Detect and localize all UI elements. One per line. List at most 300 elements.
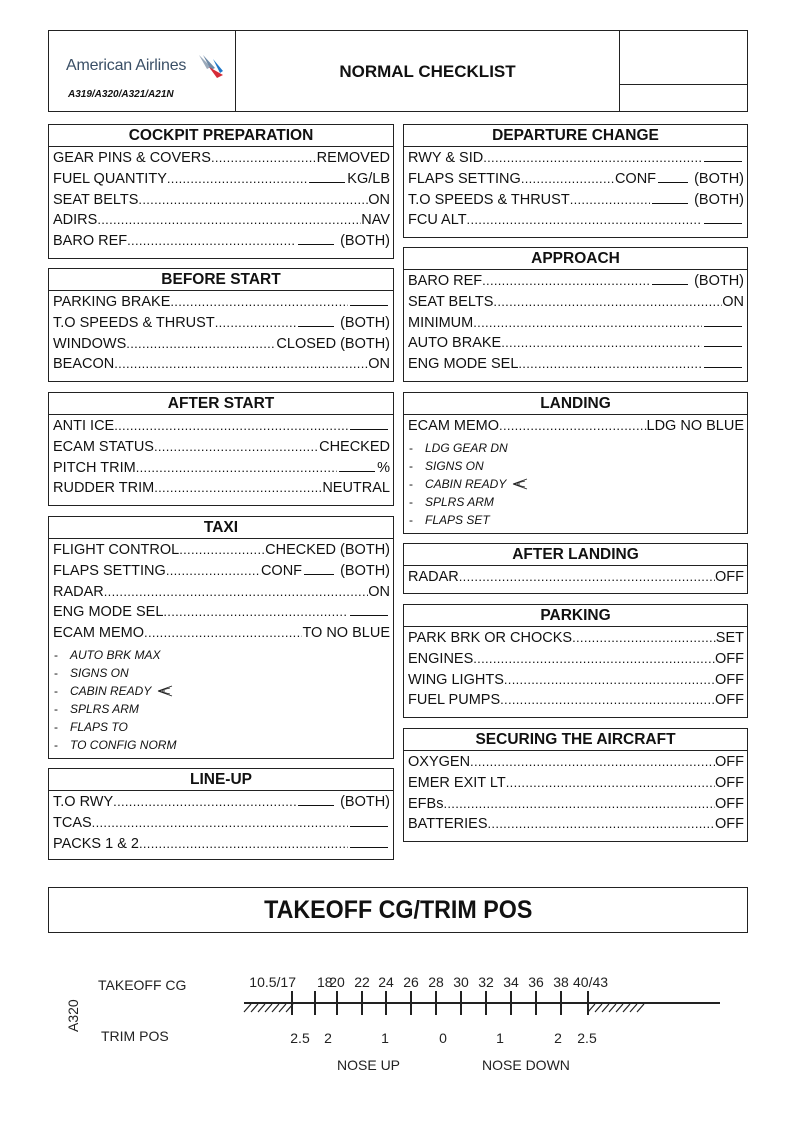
dash-marker: - [409,494,413,509]
leader-dots [473,651,715,666]
value-text: (BOTH) [340,233,390,250]
checklist-item [53,336,390,357]
checklist-item [53,150,390,171]
section-title: BEFORE START [49,269,393,291]
nose-up-label: NOSE UP [337,1057,401,1073]
checklist-item [408,335,744,356]
item-value [715,651,744,667]
item-value [715,775,744,791]
item-label: RUDDER TRIM [53,480,155,497]
item-label: EMER EXIT LT [408,774,506,791]
checklist-item [408,171,744,192]
trim-tick-label: 1 [496,1030,504,1046]
value-text: (BOTH) [340,314,390,331]
leader-dots [113,794,296,809]
checklist-items [49,291,393,380]
item-value [276,336,390,352]
leader-dots [154,480,322,495]
checklist-item [53,460,390,481]
cg-tick-label: 22 [354,974,370,990]
checklist-item [408,212,744,233]
american-airlines-flag-icon [197,53,225,79]
memo-subitem-label: AUTO BRK MAX [70,647,161,662]
value-text: REMOVED [316,150,390,166]
leader-dots [139,836,348,851]
checklist-item [53,836,390,857]
item-value [650,192,744,208]
fill-in-blank [704,356,742,368]
item-label: T.O RWY [53,794,114,810]
leader-dots [163,604,348,619]
fill-in-blank [658,171,688,183]
memo-subitem-label: TO CONFIG NORM [70,737,177,752]
leader-dots [467,212,702,227]
item-label: FLAPS SETTING [408,170,521,187]
checklist-items [404,270,747,380]
value-text: CHECKED [319,438,390,455]
landing-section [403,392,748,534]
aircraft-type-label: A320 [65,999,81,1032]
fill-in-blank [704,315,742,327]
dash-marker: - [409,476,413,491]
logo-cell [49,31,236,111]
item-label: ADIRS [53,212,98,229]
value-text: NEUTRAL [322,480,390,497]
leader-dots [500,692,715,707]
item-value [615,171,744,187]
item-value [715,754,744,770]
fill-in-blank [298,233,334,245]
cg-tick-label: 38 [553,974,569,990]
checklist-item [53,212,390,233]
value-text: OFF [715,569,744,585]
dash-marker: - [409,440,413,455]
item-value [348,418,390,434]
securing-aircraft-section [403,728,748,842]
cg-trim-scale [0,940,800,1090]
checklist-item [53,192,390,213]
item-label: ENG MODE SEL [408,356,519,373]
leader-dots [138,192,368,207]
cockpit-preparation-section [48,124,394,259]
item-value [307,171,390,187]
item-value [302,625,390,641]
item-label: EFBs [408,795,444,812]
leader-dots [488,816,716,831]
item-value [296,233,390,249]
item-label: ENG MODE SEL [53,604,164,621]
hatched-limit-zone [244,1004,293,1012]
fill-in-blank [298,794,334,806]
checklist-item [53,480,390,501]
item-label: BARO REF [408,273,483,289]
item-value [650,273,744,289]
checklist-item [53,563,390,584]
checklist-item [408,630,744,651]
item-value [702,335,744,351]
dash-marker: - [54,665,58,680]
value-text: (BOTH) [694,191,744,208]
value-text: OFF [715,774,744,791]
trim-tick-label: 1 [381,1030,389,1046]
item-value [317,150,390,166]
item-value [715,796,744,812]
value-text: (BOTH) [694,170,744,187]
checklist-item [53,233,390,254]
memo-subitem-label: CABIN READY [70,683,152,698]
memo-subitem-label: SPLRS ARM [425,494,494,509]
item-label: T.O SPEEDS & THRUST [408,191,570,208]
fill-in-blank [298,315,334,327]
item-value [337,460,390,476]
dash-marker: - [409,512,413,527]
item-value [361,212,390,228]
fill-in-blank [350,294,388,306]
leader-dots [104,584,368,599]
value-text: OFF [715,692,744,709]
item-value [715,816,744,832]
leader-dots [167,171,307,186]
value-text: ON [368,583,390,600]
item-value [296,315,390,331]
leader-dots [518,356,702,371]
fill-in-blank [704,212,742,224]
item-label: SEAT BELTS [53,191,139,208]
value-text: LDG NO BLUE [646,418,744,434]
item-value [702,212,744,228]
value-text: ON [368,191,390,208]
cg-tick-label: 10.5/17 [249,974,296,990]
item-label: WING LIGHTS [408,671,504,688]
checklist-item [53,439,390,460]
leader-dots [482,273,650,288]
trim-tick-label: 2.5 [290,1030,310,1046]
value-text: OFF [715,671,744,688]
item-label: FLIGHT CONTROL [53,542,180,558]
memo-subitem [53,700,390,718]
section-title: AFTER START [49,393,393,415]
value-text: OFF [715,816,744,833]
leader-dots [473,315,702,330]
value-text: TO NO BLUE [302,625,390,642]
item-label: RADAR [408,569,459,585]
item-label: RADAR [53,583,104,600]
checklist-item [408,569,744,590]
value-text: SET [715,630,744,646]
checklist-item [53,294,390,315]
checklist-item [53,171,390,192]
header-divider [620,84,747,85]
item-value [702,315,744,331]
fill-in-blank [652,192,688,204]
leader-dots [501,335,702,350]
value-text: (BOTH) [694,273,744,289]
checklist-item [53,815,390,836]
item-value [715,672,744,688]
memo-subitem [53,718,390,736]
item-value [368,584,390,600]
item-value [716,630,744,646]
value-text: NAV [361,212,390,229]
checklist-item [53,356,390,377]
hand-pointer-icon [512,478,528,490]
leader-dots [114,418,348,433]
item-label: PARKING BRAKE [53,294,171,310]
item-label: FCU ALT [408,212,467,229]
checklist-item [53,604,390,625]
fill-in-blank [350,836,388,848]
memo-subitem-label: SIGNS ON [425,458,484,473]
value-text: CLOSED (BOTH) [276,335,390,352]
item-label: FLAPS SETTING [53,562,166,579]
checklist-item [53,542,390,563]
item-value [296,794,390,810]
item-value [368,192,390,208]
cg-tick-label: 36 [528,974,544,990]
checklist-items [404,147,747,236]
fill-in-blank [350,604,388,616]
item-value [319,439,390,455]
item-value [715,569,744,585]
checklist-item [408,754,744,775]
leader-dots [114,356,368,371]
memo-subitem [408,511,744,529]
item-label: BARO REF [53,233,128,250]
fill-in-blank [339,460,375,472]
checklist-item [408,816,744,837]
item-label: RWY & SID [408,150,484,166]
dash-marker: - [54,737,58,752]
leader-dots [154,439,319,454]
value-prefix: CONF [260,562,303,579]
leader-dots [136,460,337,475]
leader-dots [144,625,302,640]
checklist-header [48,30,748,112]
item-label: SEAT BELTS [408,293,494,310]
item-value [322,480,390,496]
section-title: LANDING [404,393,747,415]
memo-subitem [408,475,744,493]
checklist-items [404,566,747,593]
checklist-item [408,692,744,713]
item-label: PACKS 1 & 2 [53,835,139,852]
aircraft-models: A319/A320/A321/A21N [68,89,174,100]
section-title: AFTER LANDING [404,544,747,566]
value-text: OFF [715,795,744,812]
leader-dots [166,563,261,578]
value-text: ON [722,293,744,310]
section-title: COCKPIT PREPARATION [49,125,393,147]
trim-pos-label: TRIM POS [101,1028,169,1044]
memo-subitem [408,457,744,475]
item-label: AUTO BRAKE [408,335,502,352]
value-text: (BOTH) [340,794,390,810]
memo-subitem-label: FLAPS TO [70,719,128,734]
page-title: NORMAL CHECKLIST [236,31,620,111]
leader-dots [504,672,715,687]
memo-subitem [53,736,390,754]
cg-tick-label: 24 [378,974,394,990]
takeoff-cg-trim-title [48,887,748,933]
leader-dots [459,569,715,584]
item-label: ECAM MEMO [408,418,500,434]
memo-subitem [408,439,744,457]
item-value [348,836,390,852]
value-text: ON [368,356,390,373]
item-value [647,418,745,434]
parking-section [403,604,748,718]
section-title: PARKING [404,605,747,627]
checklist-items [404,415,747,532]
checklist-items [49,539,393,757]
item-value [348,294,390,310]
memo-subitem-label: SIGNS ON [70,665,129,680]
leader-dots [179,542,265,557]
dash-marker: - [54,719,58,734]
checklist-item [408,150,744,171]
taxi-section [48,516,394,759]
checklist-item [53,794,390,815]
dash-marker: - [54,647,58,662]
checklist-items [49,791,393,859]
leader-dots [521,171,615,186]
memo-subitem [408,493,744,511]
item-value [722,294,744,310]
cg-tick-label: 26 [403,974,419,990]
item-label: ENGINES [408,650,474,667]
item-value [702,150,744,166]
item-label: T.O SPEEDS & THRUST [53,314,215,331]
cg-tick-label: 18 [317,974,333,990]
section-title: APPROACH [404,248,747,270]
checklist-item [408,294,744,315]
leader-dots [493,294,722,309]
item-label: ECAM MEMO [53,625,145,642]
fill-in-blank [704,335,742,347]
checklist-item [53,584,390,605]
item-value [715,692,744,708]
item-value [348,604,390,620]
departure-change-section [403,124,748,238]
leader-dots [570,192,650,207]
item-label: ANTI ICE [53,418,115,434]
item-label: MINIMUM [408,314,474,331]
cg-tick-label: 40/43 [573,974,609,990]
memo-subitem [53,646,390,664]
before-start-section [48,268,394,382]
scale-marks [244,974,720,1046]
memo-subitem [53,664,390,682]
value-prefix: CONF [614,170,657,187]
item-label: PITCH TRIM [53,459,136,476]
leader-dots [499,418,646,433]
cg-tick-label: 30 [453,974,469,990]
memo-subitem-label: CABIN READY [425,476,507,491]
item-label: PARK BRK OR CHOCKS [408,630,573,646]
nose-down-label: NOSE DOWN [482,1057,570,1073]
checklist-item [408,192,744,213]
leader-dots [470,754,715,769]
line-up-section [48,768,394,860]
item-value [265,542,390,558]
item-value [702,356,744,372]
leader-dots [92,815,348,830]
fill-in-blank [309,171,345,183]
cg-tick-label: 28 [428,974,444,990]
item-label: GEAR PINS & COVERS [53,150,211,166]
item-value [368,356,390,372]
item-label: BEACON [53,356,115,373]
item-label: FUEL PUMPS [408,692,501,709]
dash-marker: - [409,458,413,473]
checklist-items [49,415,393,504]
memo-subitem-label: SPLRS ARM [70,701,139,716]
value-text: OFF [715,650,744,667]
fill-in-blank [704,150,742,162]
hatched-limit-zone [588,1004,644,1012]
memo-subitem-label: FLAPS SET [425,512,490,527]
section-title: TAXI [49,517,393,539]
trim-tick-label: 2 [554,1030,562,1046]
checklist-item [408,418,744,439]
value-text: % [377,459,390,476]
cg-tick-label: 32 [478,974,494,990]
value-text: CHECKED (BOTH) [265,542,390,558]
trim-tick-label: 2 [324,1030,332,1046]
leader-dots [97,212,361,227]
item-label: OXYGEN [408,754,471,770]
leader-dots [127,233,296,248]
item-label: FUEL QUANTITY [53,170,167,187]
checklist-item [408,775,744,796]
item-label: BATTERIES [408,816,488,833]
checklist-item [408,796,744,817]
section-title: LINE-UP [49,769,393,791]
leader-dots [572,630,716,645]
item-value [348,815,390,831]
leader-dots [215,315,296,330]
fill-in-blank [652,273,688,285]
leader-dots [126,336,276,351]
leader-dots [443,796,715,811]
leader-dots [506,775,715,790]
cg-tick-label: 20 [329,974,345,990]
after-start-section [48,392,394,506]
trim-tick-label: 2.5 [577,1030,597,1046]
dash-marker: - [54,701,58,716]
fill-in-blank [350,418,388,430]
checklist-item [408,273,744,294]
takeoff-cg-trim-title-text: TAKEOFF CG/TRIM POS [263,895,533,924]
after-landing-section [403,543,748,594]
item-label: TCAS [53,814,92,831]
checklist-items [49,147,393,257]
leader-dots [211,150,317,165]
takeoff-cg-label: TAKEOFF CG [98,977,187,993]
leader-dots [170,294,348,309]
checklist-item [408,356,744,377]
value-text: (BOTH) [340,562,390,579]
checklist-item [408,315,744,336]
checklist-item [53,418,390,439]
fill-in-blank [304,563,334,575]
value-text: OFF [715,754,744,770]
item-label: ECAM STATUS [53,438,154,455]
checklist-item [53,315,390,336]
section-title: SECURING THE AIRCRAFT [404,729,747,751]
dash-marker: - [54,683,58,698]
checklist-item [408,672,744,693]
